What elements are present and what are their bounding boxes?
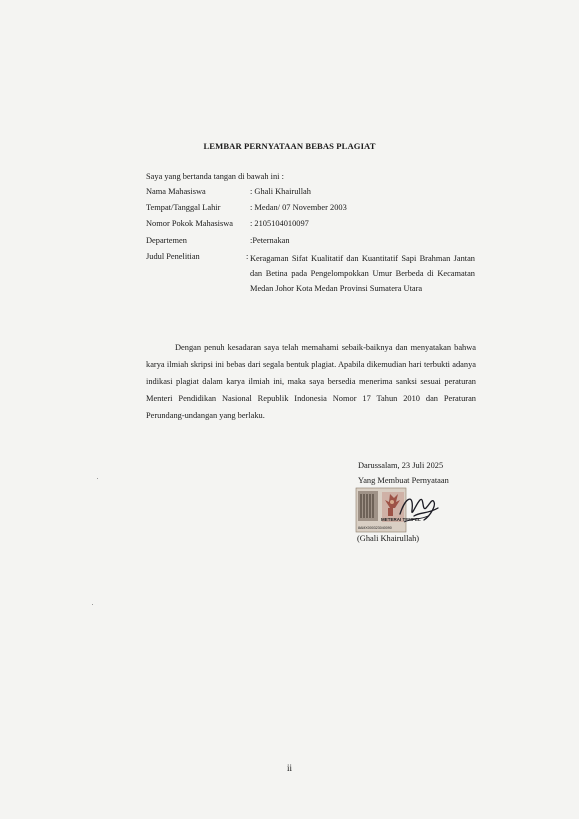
- judul-value: Keragaman Sifat Kualitatif dan Kuantitatif Sapi Brahman Jantan dan Betina pada Pengelompokkan Umur Berbeda di Kecamatan Medan Johor Kota Medan Provinsi Sumatera Utara: [250, 254, 475, 293]
- field-label: Tempat/Tanggal Lahir: [146, 203, 221, 212]
- meterai-stamp-signature: [354, 486, 444, 534]
- judul-colon: :: [246, 252, 249, 261]
- field-label: Judul Penelitian: [146, 252, 200, 261]
- field-value: : Medan/ 07 November 2003: [250, 203, 347, 212]
- field-label: Nama Mahasiswa: [146, 187, 206, 196]
- stamp-code: 8AMX000323040090: [358, 526, 392, 530]
- field-value: : 2105104010097: [250, 219, 309, 228]
- signature-role: Yang Membuat Pernyataan: [358, 476, 449, 485]
- signature-name: (Ghali Khairullah): [357, 534, 420, 543]
- intro-text: Saya yang bertanda tangan di bawah ini :: [146, 172, 284, 181]
- field-value: :Peternakan: [250, 236, 290, 245]
- stamp-label: METERAI TEMPEL: [381, 517, 421, 522]
- page-number: ii: [286, 763, 292, 773]
- scan-speck: [92, 604, 93, 605]
- field-label: Nomor Pokok Mahasiswa: [146, 219, 234, 228]
- field-label: Departemen: [146, 236, 187, 245]
- statement-paragraph: Dengan penuh kesadaran saya telah memahami sebaik-baiknya dan menyatakan bahwa karya ilmiah skripsi ini bebas dari segala bentuk plagiat. Apabila dikemudian hari terbukti adanya indikasi plagiat dalam karya ilmiah ini, maka saya bersedia menerima sanksi sesuai peraturan Menteri Pendidikan Nasional Republik Indonesia Nomor 17 Tahun 2010 dan Peraturan Perundang-undangan yang berlaku.: [146, 343, 476, 420]
- scan-speck: [97, 478, 98, 479]
- field-value: : Ghali Khairullah: [250, 187, 311, 196]
- page-title: LEMBAR PERNYATAAN BEBAS PLAGIAT: [203, 141, 376, 151]
- signature-place-date: Darussalam, 23 Juli 2025: [358, 461, 444, 470]
